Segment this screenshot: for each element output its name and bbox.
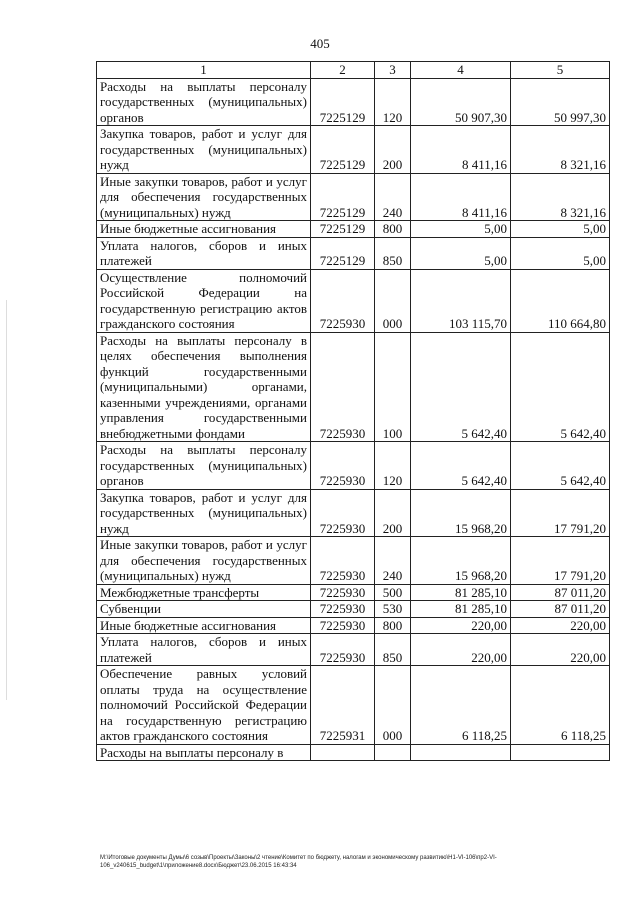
- row-code-cell: [311, 744, 375, 761]
- row-code-cell: 7225930: [311, 442, 375, 490]
- row-amount-1-cell: 5,00: [411, 221, 511, 238]
- row-amount-1-cell: 81 285,10: [411, 601, 511, 618]
- row-name-cell: Межбюджетные трансферты: [97, 584, 311, 601]
- row-name-cell: Расходы на выплаты персоналу в: [97, 744, 311, 761]
- row-name-cell: Закупка товаров, работ и услуг для государственных (муниципальных) нужд: [97, 489, 311, 537]
- table-row: [97, 744, 610, 761]
- row-code-cell: 7225931: [311, 666, 375, 745]
- row-name-cell: Расходы на выплаты персоналу государственных (муниципальных) органов: [97, 442, 311, 490]
- row-type-cell: 000: [375, 666, 411, 745]
- row-amount-1-cell: 5 642,40: [411, 442, 511, 490]
- table-row: [97, 237, 610, 269]
- row-code-cell: 7225129: [311, 221, 375, 238]
- row-type-cell: 850: [375, 634, 411, 666]
- row-amount-1-cell: 15 968,20: [411, 537, 511, 585]
- row-code-cell: 7225930: [311, 269, 375, 332]
- row-type-cell: 100: [375, 332, 411, 442]
- row-name-cell: Расходы на выплаты персоналу государственных (муниципальных) органов: [97, 78, 311, 126]
- table-row: [97, 489, 610, 537]
- row-code-cell: 7225129: [311, 173, 375, 221]
- row-code-cell: 7225930: [311, 634, 375, 666]
- row-code-cell: 7225930: [311, 332, 375, 442]
- header-cell-code: 2: [311, 62, 375, 79]
- row-name-cell: Обеспечение равных условий оплаты труда на осуществление полномочий Российской Федерации на государственную регистрацию актов гражданского состояния: [97, 666, 311, 745]
- row-name-cell: Уплата налогов, сборов и иных платежей: [97, 634, 311, 666]
- row-amount-2-cell: 220,00: [511, 634, 610, 666]
- row-amount-2-cell: [511, 744, 610, 761]
- row-name-cell: Иные закупки товаров, работ и услуг для обеспечения государственных (муниципальных) нужд: [97, 173, 311, 221]
- row-amount-2-cell: 110 664,80: [511, 269, 610, 332]
- row-name-cell: Иные бюджетные ассигнования: [97, 617, 311, 634]
- row-code-cell: 7225930: [311, 537, 375, 585]
- row-code-cell: 7225930: [311, 601, 375, 618]
- row-type-cell: 800: [375, 221, 411, 238]
- row-name-cell: Закупка товаров, работ и услуг для государственных (муниципальных) нужд: [97, 126, 311, 174]
- table-row: [97, 173, 610, 221]
- header-cell-name: 1: [97, 62, 311, 79]
- row-amount-1-cell: 6 118,25: [411, 666, 511, 745]
- row-code-cell: 7225129: [311, 78, 375, 126]
- row-amount-2-cell: 8 321,16: [511, 173, 610, 221]
- row-amount-1-cell: 103 115,70: [411, 269, 511, 332]
- row-amount-2-cell: 5,00: [511, 237, 610, 269]
- row-type-cell: 530: [375, 601, 411, 618]
- row-amount-2-cell: 8 321,16: [511, 126, 610, 174]
- footer-line-1: M:\Итоговые документы Думы\6 созыв\Проекты\Законы\2 чтение\Комитет по бюджету, налогам и экономическому развитию\Н1-VI-106\пр2-VI-: [100, 855, 497, 861]
- table-row: [97, 537, 610, 585]
- table-row: [97, 78, 610, 126]
- table-row: [97, 332, 610, 442]
- row-amount-2-cell: 17 791,20: [511, 537, 610, 585]
- row-amount-1-cell: 81 285,10: [411, 584, 511, 601]
- table-row: [97, 269, 610, 332]
- file-path-footer: [100, 854, 620, 870]
- row-amount-1-cell: 5 642,40: [411, 332, 511, 442]
- row-amount-1-cell: 8 411,16: [411, 173, 511, 221]
- row-amount-1-cell: 220,00: [411, 617, 511, 634]
- table-row: [97, 442, 610, 490]
- row-type-cell: 200: [375, 489, 411, 537]
- row-type-cell: [375, 744, 411, 761]
- row-name-cell: Уплата налогов, сборов и иных платежей: [97, 237, 311, 269]
- row-type-cell: 800: [375, 617, 411, 634]
- row-amount-1-cell: [411, 744, 511, 761]
- header-cell-amount-1: 4: [411, 62, 511, 79]
- row-type-cell: 200: [375, 126, 411, 174]
- row-name-cell: Расходы на выплаты персоналу в целях обеспечения выполнения функций государственными (муниципальными) органами, казенными учреждениями, органами управления государственными внебюджетными фондами: [97, 332, 311, 442]
- row-type-cell: 120: [375, 442, 411, 490]
- table-row: [97, 584, 610, 601]
- budget-table: [96, 61, 610, 761]
- table-row: [97, 221, 610, 238]
- header-cell-type: 3: [375, 62, 411, 79]
- row-amount-2-cell: 87 011,20: [511, 584, 610, 601]
- row-name-cell: Иные закупки товаров, работ и услуг для обеспечения государственных (муниципальных) нужд: [97, 537, 311, 585]
- table-row: [97, 634, 610, 666]
- row-amount-2-cell: 5,00: [511, 221, 610, 238]
- row-type-cell: 000: [375, 269, 411, 332]
- row-code-cell: 7225930: [311, 617, 375, 634]
- row-type-cell: 500: [375, 584, 411, 601]
- row-name-cell: Иные бюджетные ассигнования: [97, 221, 311, 238]
- table-row: [97, 601, 610, 618]
- row-type-cell: 240: [375, 173, 411, 221]
- row-amount-2-cell: 220,00: [511, 617, 610, 634]
- header-cell-amount-2: 5: [511, 62, 610, 79]
- row-amount-2-cell: 6 118,25: [511, 666, 610, 745]
- row-code-cell: 7225129: [311, 237, 375, 269]
- row-amount-2-cell: 5 642,40: [511, 332, 610, 442]
- row-amount-2-cell: 17 791,20: [511, 489, 610, 537]
- row-amount-1-cell: 220,00: [411, 634, 511, 666]
- row-amount-1-cell: 8 411,16: [411, 126, 511, 174]
- table-header-row: [97, 62, 610, 79]
- row-amount-2-cell: 87 011,20: [511, 601, 610, 618]
- row-code-cell: 7225129: [311, 126, 375, 174]
- row-code-cell: 7225930: [311, 489, 375, 537]
- row-amount-1-cell: 50 907,30: [411, 78, 511, 126]
- row-code-cell: 7225930: [311, 584, 375, 601]
- table-row: [97, 617, 610, 634]
- row-amount-2-cell: 5 642,40: [511, 442, 610, 490]
- row-name-cell: Субвенции: [97, 601, 311, 618]
- row-type-cell: 240: [375, 537, 411, 585]
- footer-line-2: 106_v240615_budget\1\приложение8.docx\Бюджет\23.06.2015 16:43:34: [100, 863, 297, 869]
- row-amount-1-cell: 5,00: [411, 237, 511, 269]
- row-amount-1-cell: 15 968,20: [411, 489, 511, 537]
- table-row: [97, 666, 610, 745]
- row-amount-2-cell: 50 997,30: [511, 78, 610, 126]
- scan-margin-line: [6, 300, 7, 700]
- page-number: 405: [310, 36, 330, 51]
- row-type-cell: 120: [375, 78, 411, 126]
- table-row: [97, 126, 610, 174]
- row-name-cell: Осуществление полномочий Российской Федерации на государственную регистрацию актов гражданского состояния: [97, 269, 311, 332]
- row-type-cell: 850: [375, 237, 411, 269]
